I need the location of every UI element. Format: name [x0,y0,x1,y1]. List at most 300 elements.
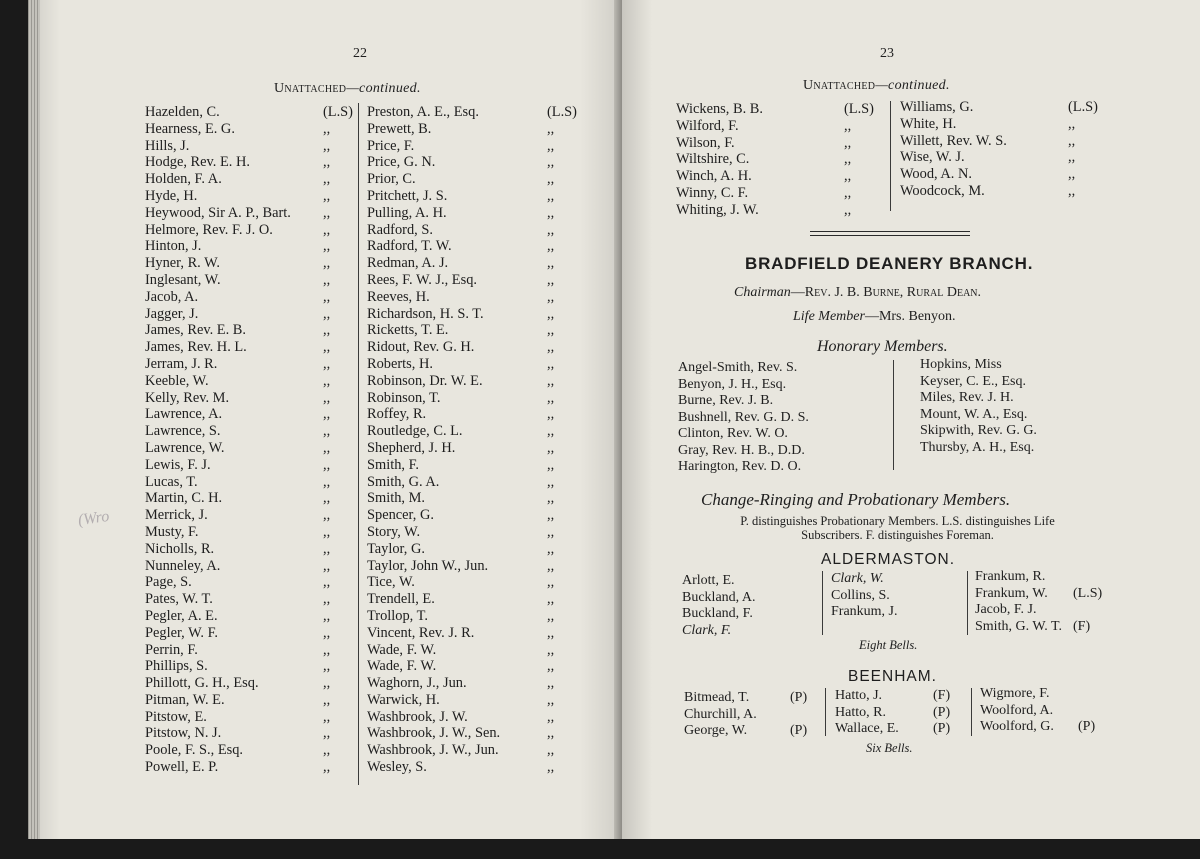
member-name: Price, F. [367,137,415,154]
member-name: Prior, C. [367,171,416,188]
member-mark: ,, [323,607,331,624]
list-item [367,356,577,373]
member-name: Hodge, Rev. E. H. [145,154,250,171]
list-item: Benyon, J. H., Esq. [678,376,787,392]
member-name: Pulling, A. H. [367,204,447,221]
member-name: Wigmore, F. [980,686,1050,701]
member-mark: ,, [547,288,555,305]
member-name: Wade, F. W. [367,641,437,658]
member-mark: ,, [323,574,331,591]
member-name: Story, W. [367,523,421,540]
member-name: Washbrook, J. W. [367,708,468,725]
list-item [684,690,828,707]
list-item [900,183,1106,200]
member-name: Pritchett, J. S. [367,187,448,204]
list-item [145,658,355,675]
list-item [367,574,577,591]
member-mark: ,, [547,490,555,507]
member-name: Richardson, H. S. T. [367,305,484,322]
member-name: Merrick, J. [145,507,208,524]
member-name: Vincent, Rev. J. R. [367,624,475,641]
list-item [145,171,355,188]
life-member-line [793,309,956,325]
list-item [367,658,577,675]
separator-rule [810,235,970,236]
list-item [367,490,577,507]
member-name: Wilson, F. [676,134,735,151]
member-name: Washbrook, J. W., Jun. [367,742,499,759]
list-item [900,133,1106,150]
list-item [145,490,355,507]
list-item [145,507,355,524]
aldermaston-column-2 [831,571,961,621]
member-name: Roffey, R. [367,406,427,423]
list-item [145,675,355,692]
list-item [145,104,355,121]
member-mark: ,, [547,171,555,188]
list-item [682,573,812,590]
member-name: Jagger, J. [145,305,199,322]
column-divider [358,103,359,785]
member-name: Washbrook, J. W., Sen. [367,725,501,742]
member-name: Churchill, A. [684,706,757,722]
list-item [367,188,577,205]
member-mark: ,, [323,490,331,507]
list-item [145,591,355,608]
list-item [367,709,577,726]
member-name: Lawrence, A. [145,406,223,423]
member-name: Lucas, T. [145,473,198,490]
member-mark: ,, [547,641,555,658]
member-mark: ,, [323,372,331,389]
member-mark: ,, [323,305,331,322]
list-item [367,675,577,692]
list-item [145,742,355,759]
list-item [367,373,577,390]
member-mark: ,, [547,507,555,524]
list-item [145,759,355,776]
list-item [145,306,355,323]
member-mark: ,, [323,204,331,221]
member-name: Shepherd, J. H. [367,439,456,456]
list-item [145,138,355,155]
chairman-text: —Rev. J. B. Burne, Rural Dean. [790,285,982,300]
column-divider [822,571,823,635]
member-name: Perrin, F. [145,641,198,658]
member-name: Trendell, E. [367,591,435,608]
list-item: Miles, Rev. J. H. [920,390,1014,405]
left-page [40,0,622,839]
list-item [145,238,355,255]
beenham-column-3 [980,686,1114,736]
member-name: Rees, F. W. J., Esq. [367,271,477,288]
member-mark: ,, [547,691,555,708]
list-item [367,104,577,121]
list-item [682,623,812,640]
beenham-column-1 [684,690,828,740]
list-item: Keyser, C. E., Esq. [920,373,1026,389]
list-item [367,289,577,306]
member-name: Wise, W. J. [900,149,965,166]
list-item [367,541,577,558]
list-item: Clinton, Rev. W. O. [678,426,788,441]
list-item [367,406,577,423]
member-mark: ,, [547,675,555,692]
member-mark: ,, [547,187,555,204]
list-item [975,602,1115,619]
list-item [684,707,828,724]
list-item [835,721,965,738]
note-line-1: P. distinguishes Probationary Members. L.S. distinguishes Life [740,514,1055,528]
member-name: Routledge, C. L. [367,423,463,440]
list-item: Burne, Rev. J. B. [678,393,774,408]
member-column-1 [676,101,888,219]
list-item [145,255,355,272]
member-mark: ,, [547,439,555,456]
list-item [676,168,888,185]
member-mark: ,, [323,439,331,456]
member-name: Hatto, J. [835,688,883,703]
member-mark: ,, [547,204,555,221]
member-mark: (F) [933,688,951,703]
member-mark: ,, [547,406,555,423]
member-name: Taylor, John W., Jun. [367,557,489,574]
list-item [145,322,355,339]
beenham-column-2 [835,688,965,738]
list-item [831,571,961,588]
member-mark: ,, [323,271,331,288]
list-item [145,339,355,356]
member-name: Radford, T. W. [367,238,452,255]
member-mark: ,, [547,271,555,288]
member-mark: ,, [323,154,331,171]
list-item [367,524,577,541]
member-name: Woolford, A. [980,702,1054,718]
member-mark: (L.S) [1068,99,1098,115]
change-ringing-note [700,514,1095,542]
list-item [367,725,577,742]
member-mark: ,, [323,624,331,641]
member-name: Winch, A. H. [676,168,752,185]
column-divider [890,101,891,211]
list-item [145,440,355,457]
member-name: Pitstow, E. [145,708,207,725]
member-name: White, H. [900,115,957,132]
member-name: Lewis, F. J. [145,456,211,473]
member-mark: ,, [844,151,852,168]
member-name: Pitman, W. E. [145,691,225,708]
member-mark: ,, [547,120,555,137]
member-name: Nicholls, R. [145,540,215,557]
caption-continued: —continued. [346,81,421,96]
member-name: Reeves, H. [367,288,430,305]
member-name: Martin, C. H. [145,490,223,507]
list-item [676,118,888,135]
member-mark: ,, [323,423,331,440]
member-name: Smith, G. A. [367,473,440,490]
member-mark: ,, [1068,149,1076,166]
member-name: Collins, S. [831,587,890,603]
caption-label: Unattached [274,81,347,96]
member-name: Poole, F. S., Esq. [145,742,244,759]
list-item [831,588,961,605]
list-item [367,457,577,474]
list-item [831,604,961,621]
member-mark: ,, [323,339,331,356]
list-item [367,171,577,188]
member-mark: ,, [323,759,331,776]
member-mark: ,, [323,473,331,490]
list-item: Bushnell, Rev. G. D. S. [678,409,809,425]
member-name: Pates, W. T. [145,591,213,608]
column-divider [893,360,894,470]
list-item [367,423,577,440]
member-name: Hazelden, C. [145,104,220,120]
member-name: Wood, A. N. [900,166,972,183]
member-mark: ,, [547,708,555,725]
list-item [676,202,888,219]
member-name: Frankum, R. [975,569,1046,584]
list-item [676,185,888,202]
member-mark: ,, [323,591,331,608]
note-line-2: Subscribers. F. distinguishes Foreman. [801,528,994,542]
member-mark: ,, [547,389,555,406]
life-member-label: Life Member [793,309,865,324]
member-name: Prewett, B. [367,120,432,137]
list-item [367,507,577,524]
list-item [367,339,577,356]
member-name: Price, G. N. [367,154,436,171]
aldermaston-column-1 [682,573,812,639]
list-item [367,474,577,491]
list-item: Angel-Smith, Rev. S. [678,360,798,375]
member-name: Hyner, R. W. [145,255,220,272]
member-column-2 [367,104,577,776]
aldermaston-column-3 [975,569,1115,635]
member-name: Hyde, H. [145,187,198,204]
member-column-1 [145,104,355,776]
list-item [367,222,577,239]
member-mark: ,, [547,322,555,339]
member-mark: ,, [323,456,331,473]
member-mark: ,, [547,423,555,440]
list-item [367,238,577,255]
member-name: Jerram, J. R. [145,355,218,372]
member-mark: ,, [547,624,555,641]
member-mark: ,, [323,691,331,708]
member-mark: ,, [844,117,852,134]
section-caption [803,78,950,94]
list-item [145,625,355,642]
member-name: Heywood, Sir A. P., Bart. [145,204,291,221]
member-mark: ,, [323,322,331,339]
margin-scribble: (Wro [76,507,111,530]
member-mark: ,, [1068,182,1076,199]
member-mark: ,, [323,708,331,725]
member-name: James, Rev. H. L. [145,339,247,356]
list-item [145,205,355,222]
list-item [145,524,355,541]
member-name: Radford, S. [367,221,433,238]
member-mark: ,, [547,238,555,255]
member-name: Redman, A. J. [367,255,449,272]
list-item [835,688,965,705]
list-item [367,759,577,776]
member-mark: ,, [547,742,555,759]
member-name: Kelly, Rev. M. [145,389,230,406]
member-name: Preston, A. E., Esq. [367,104,479,120]
member-mark: ,, [844,134,852,151]
member-name: Pegler, W. F. [145,624,219,641]
member-name: Whiting, J. W. [676,201,759,218]
member-name: Pitstow, N. J. [145,725,222,742]
member-name: Frankum, J. [831,604,898,619]
separator-rule [810,231,970,232]
list-item [367,558,577,575]
member-name: Musty, F. [145,523,199,540]
member-name: Wilford, F. [676,117,739,134]
member-mark: ,, [547,591,555,608]
list-item: Gray, Rev. H. B., D.D. [678,442,805,458]
list-item [367,154,577,171]
beenham-bells: Six Bells. [866,741,913,755]
member-name: Wiltshire, C. [676,151,750,168]
member-name: Trollop, T. [367,607,428,624]
member-name: Lawrence, S. [145,423,221,440]
list-item [145,272,355,289]
member-mark: ,, [323,742,331,759]
member-name: Waghorn, J., Jun. [367,675,467,692]
list-item [676,135,888,152]
list-item [145,289,355,306]
member-mark: ,, [547,372,555,389]
chairman-line [734,285,981,301]
list-item [975,586,1115,603]
member-mark: ,, [323,238,331,255]
member-mark: ,, [547,339,555,356]
member-mark: (P) [790,690,808,705]
member-mark: ,, [323,120,331,137]
member-name: Smith, G. W. T. [975,618,1063,634]
member-name: Keeble, W. [145,372,209,389]
right-page [622,0,1200,839]
member-mark: ,, [547,221,555,238]
list-item [682,606,812,623]
member-mark: ,, [547,725,555,742]
list-item [900,149,1106,166]
list-item [145,154,355,171]
chairman-label: Chairman [734,285,791,300]
list-item [684,723,828,740]
member-name: Clark, F. [682,622,732,638]
list-item [145,608,355,625]
member-name: Lawrence, W. [145,439,225,456]
list-item [145,423,355,440]
member-mark: ,, [1068,132,1076,149]
member-name: Robinson, T. [367,389,441,406]
list-item [367,642,577,659]
member-mark: (P) [933,721,951,736]
list-item [900,116,1106,133]
member-mark: ,, [323,675,331,692]
member-name: Willett, Rev. W. S. [900,132,1007,149]
life-member-text: —Mrs. Benyon. [864,309,956,324]
list-item [145,457,355,474]
member-mark: ,, [323,255,331,272]
list-item: Hopkins, Miss [920,357,1002,372]
member-mark: ,, [547,473,555,490]
member-mark: (P) [933,704,951,720]
section-caption [274,81,421,97]
member-mark: (L.S) [1073,585,1103,601]
member-mark: ,, [547,557,555,574]
list-item [676,101,888,118]
member-mark: ,, [547,658,555,675]
member-mark: ,, [323,557,331,574]
place-heading-beenham: BEENHAM. [848,668,937,685]
list-item [367,138,577,155]
honorary-column-1 [678,360,888,476]
member-mark: (P) [790,723,808,738]
member-mark: ,, [547,355,555,372]
member-name: Ricketts, T. E. [367,322,449,339]
member-name: Bitmead, T. [684,690,750,705]
member-name: Nunneley, A. [145,557,221,574]
member-mark: (L.S) [323,104,353,120]
member-mark: ,, [323,288,331,305]
member-name: Spencer, G. [367,507,434,524]
list-item [975,619,1115,636]
member-name: Smith, F. [367,456,420,473]
list-item [145,222,355,239]
member-mark: ,, [323,523,331,540]
list-item [367,692,577,709]
member-name: Pegler, A. E. [145,607,218,624]
list-item [367,625,577,642]
list-item [145,356,355,373]
member-name: Phillips, S. [145,658,208,675]
member-name: George, W. [684,723,748,738]
list-item [975,569,1115,586]
member-mark: ,, [323,406,331,423]
member-name: Powell, E. P. [145,759,219,776]
member-name: Wade, F. W. [367,658,437,675]
list-item [367,322,577,339]
list-item [980,719,1114,736]
member-name: Taylor, G. [367,540,425,557]
list-item [145,373,355,390]
member-name: Jacob, A. [145,288,199,305]
member-mark: ,, [547,154,555,171]
member-name: Wallace, E. [835,721,899,736]
place-heading-aldermaston: ALDERMASTON. [821,551,956,568]
list-item [367,742,577,759]
honorary-heading: Honorary Members. [817,338,948,355]
member-name: Frankum, W. [975,585,1048,601]
member-mark: ,, [844,201,852,218]
page-number: 22 [353,46,367,61]
member-name: Hinton, J. [145,238,202,255]
honorary-column-2 [920,357,1120,456]
member-mark: ,, [323,658,331,675]
member-name: Winny, C. F. [676,184,749,201]
member-name: Robinson, Dr. W. E. [367,372,483,389]
list-item [145,406,355,423]
list-item [367,255,577,272]
list-item [145,541,355,558]
list-item [367,591,577,608]
member-mark: ,, [547,759,555,776]
